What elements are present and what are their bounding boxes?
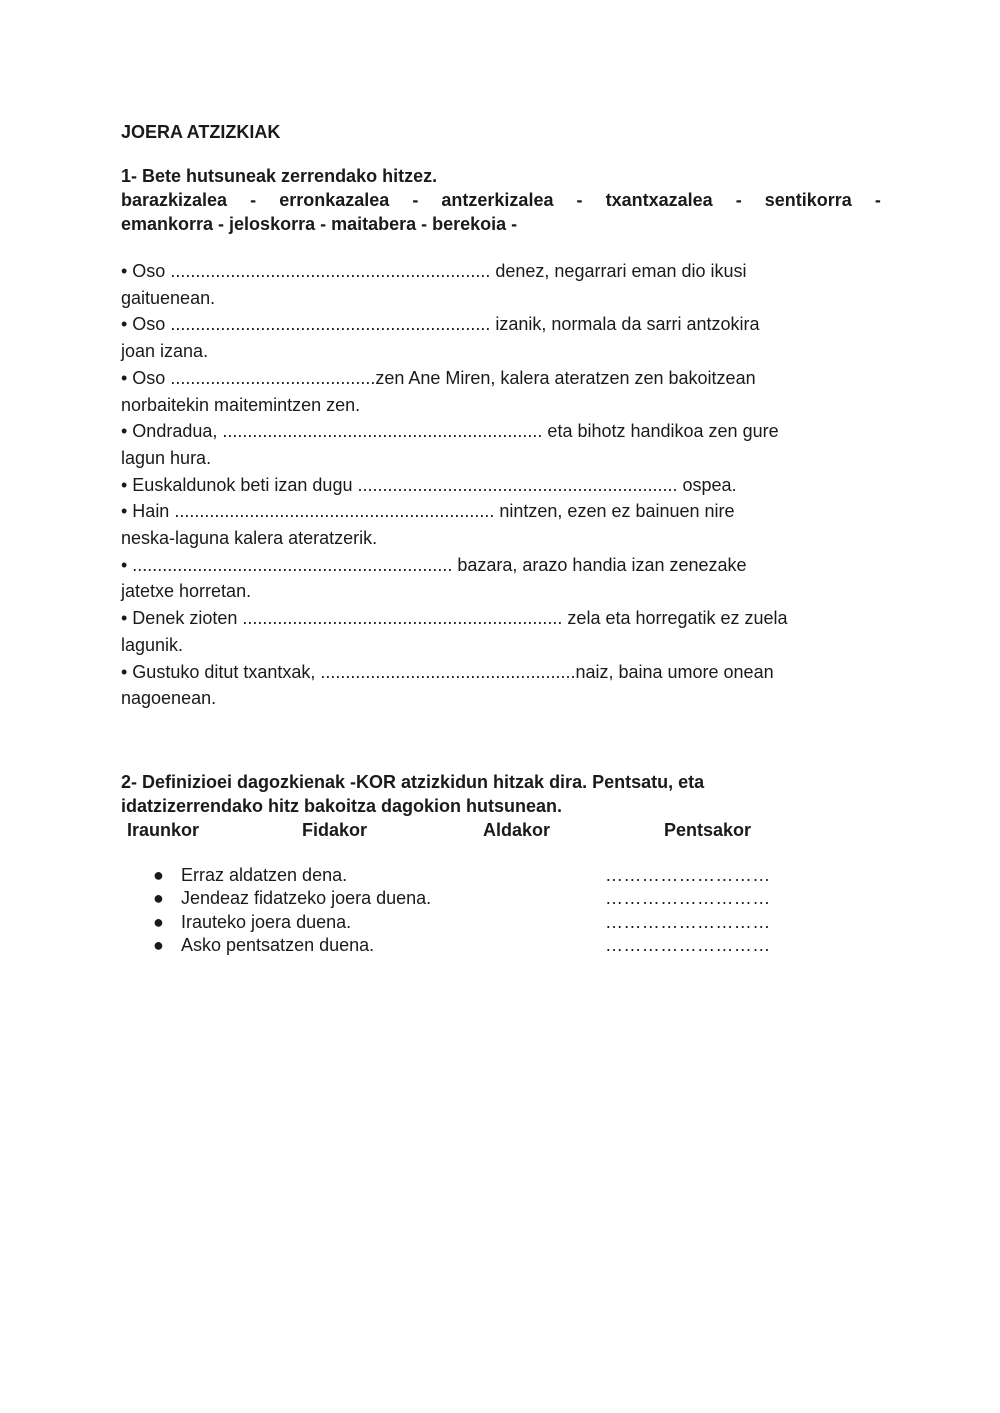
sentence-line: • Oso ................................................................ izanik, normala da sarri antzokira [121, 314, 760, 335]
definition-item [121, 934, 881, 958]
word-bank-item: txantxazalea [605, 190, 713, 210]
sentence-line: lagun hura. [121, 447, 212, 468]
sentence-line: joan izana. [121, 341, 209, 362]
sentence-line: • Oso ................................................................ denez, negarrari eman dio ikusi [121, 261, 747, 281]
kor-word: Iraunkor [127, 819, 200, 840]
sentence-line: • ................................................................ bazara, arazo handia izan zenezake [121, 554, 747, 575]
word-bank-separator: - [576, 190, 583, 210]
definition-text: Irauteko joera duena. [181, 911, 352, 932]
kor-word: Fidakor [302, 819, 368, 840]
sentence-line: • Oso .........................................zen Ane Miren, kalera ateratzen zen bakoitzean [121, 367, 756, 388]
kor-word-list [121, 818, 881, 842]
sentence-line: norbaitekin maitemintzen zen. [121, 394, 361, 415]
bullet-icon: ● [153, 864, 164, 885]
sentence-line: neska-laguna kalera ateratzerik. [121, 528, 378, 549]
page-title: JOERA ATZIZKIAK [121, 122, 281, 142]
sentence-line: • Hain ................................................................ nintzen, ezen ez bainuen nire [121, 501, 735, 522]
worksheet-content [121, 120, 881, 958]
bullet-icon: ● [153, 935, 164, 956]
answer-blank: ……………………… [605, 935, 771, 956]
word-bank-item: barazkizalea [121, 190, 228, 210]
sentence-line: • Euskaldunok beti izan dugu ................................................................ ospea. [121, 474, 737, 495]
word-bank-line-1 [121, 188, 881, 212]
sentence-line: • Denek zioten ................................................................ zela eta horregatik ez zuela [121, 608, 788, 629]
sentence-line: lagunik. [121, 634, 184, 655]
sentence-line: nagoenean. [121, 688, 217, 709]
exercise-2-heading-line-2: idatzizerrendako hitz bakoitza dagokion hutsunean. [121, 795, 563, 816]
word-bank-item: sentikorra [764, 190, 852, 210]
sentence-line: • Gustuko ditut txantxak, ...................................................naiz, baina umore onean [121, 661, 774, 682]
word-bank-separator: - [874, 190, 881, 210]
definition-list [121, 864, 881, 958]
exercise-2 [121, 770, 881, 958]
answer-blank: ……………………… [605, 864, 771, 885]
answer-blank: ……………………… [605, 911, 771, 932]
exercise-2-heading-line-1: 2- Definizioei dagozkienak -KOR atzizkidun hitzak dira. Pentsatu, eta [121, 771, 705, 792]
definition-text: Erraz aldatzen dena. [181, 864, 348, 885]
sentence-line: • Ondradua, ................................................................ eta bihotz handikoa zen gure [121, 421, 779, 442]
bullet-icon: ● [153, 911, 164, 932]
bullet-icon: ● [153, 888, 164, 909]
word-bank-item: antzerkizalea [441, 190, 554, 210]
exercise-1 [121, 165, 881, 712]
kor-word: Pentsakor [664, 819, 752, 840]
exercise-1-heading: 1- Bete hutsuneak zerrendako hitzez. [121, 166, 438, 186]
word-bank-line-2: emankorra - jeloskorra - maitabera - berekoia - [121, 214, 518, 234]
word-bank-item: erronkazalea [279, 190, 390, 210]
answer-blank: ……………………… [605, 888, 771, 909]
definition-item [121, 911, 881, 935]
word-bank-separator: - [412, 190, 419, 210]
definition-text: Asko pentsatzen duena. [181, 935, 375, 956]
sentence-line: gaituenean. [121, 287, 216, 308]
fill-in-sentences [121, 258, 881, 712]
word-bank-separator: - [250, 190, 257, 210]
sentence-line: jatetxe horretan. [121, 581, 252, 602]
definition-text: Jendeaz fidatzeko joera duena. [181, 888, 432, 909]
word-bank-separator: - [735, 190, 742, 210]
definition-item [121, 864, 881, 888]
kor-word: Aldakor [483, 819, 551, 840]
definition-item [121, 887, 881, 911]
